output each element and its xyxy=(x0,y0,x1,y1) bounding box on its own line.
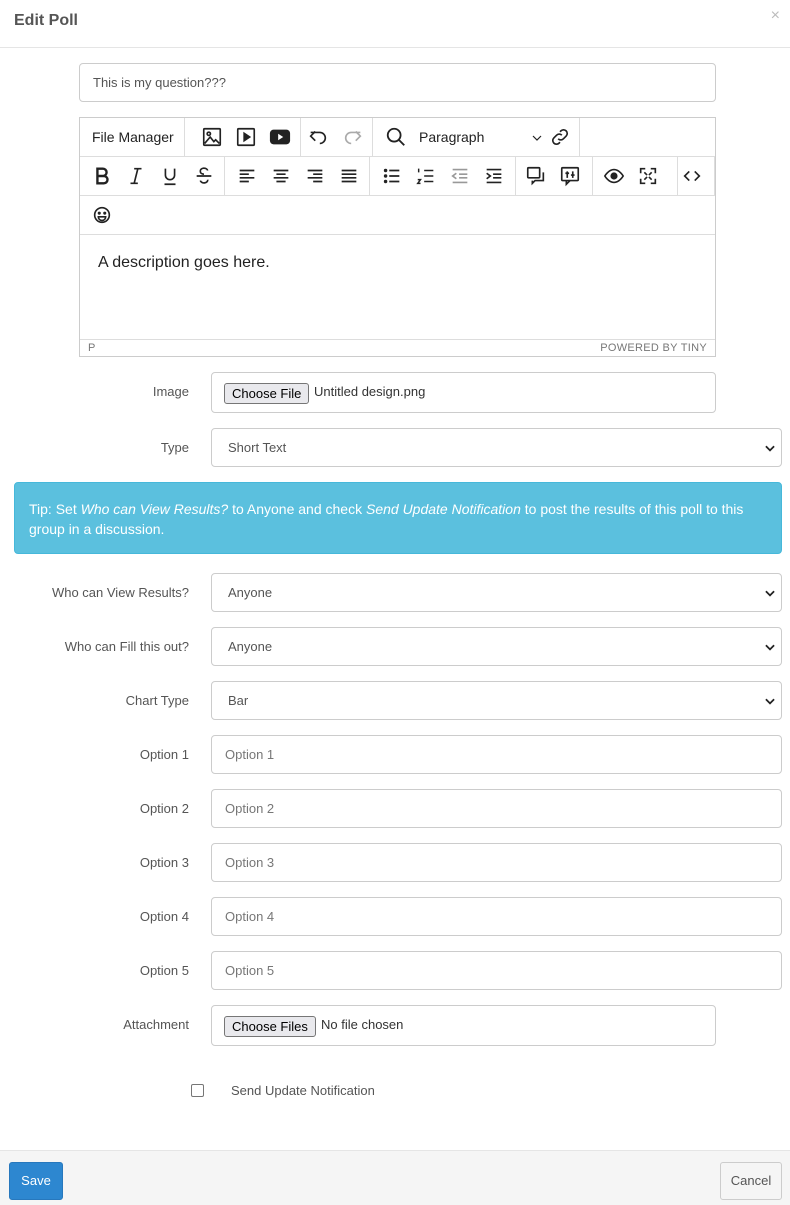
tip-prefix: Tip: Set xyxy=(29,501,81,517)
align-center-icon[interactable] xyxy=(266,162,296,190)
comment-icon[interactable] xyxy=(521,162,551,190)
option-4-label: Option 4 xyxy=(139,909,189,924)
option-1-placeholder: Option 1 xyxy=(225,747,275,762)
editor-content-text: A description goes here. xyxy=(98,254,270,271)
editor-content[interactable] xyxy=(80,235,715,339)
editor-toolbar-row-1 xyxy=(80,118,715,157)
chevron-down-icon xyxy=(763,640,777,657)
attachment-file-field[interactable] xyxy=(211,1005,716,1046)
choose-file-button[interactable]: Choose File xyxy=(224,383,309,404)
send-notification-checkbox[interactable] xyxy=(191,1084,204,1097)
history-group xyxy=(301,118,373,156)
media-group xyxy=(185,118,301,156)
type-select[interactable] xyxy=(211,428,782,467)
option-5-placeholder: Option 5 xyxy=(225,963,275,978)
cancel-button[interactable]: Cancel xyxy=(720,1162,782,1200)
align-group xyxy=(225,157,370,195)
view-group xyxy=(593,157,678,195)
undo-icon[interactable] xyxy=(303,123,333,151)
numbered-list-icon[interactable] xyxy=(411,162,441,190)
tip-em-notification: Send Update Notification xyxy=(365,501,521,517)
modal-footer xyxy=(0,1150,790,1205)
element-path[interactable]: P xyxy=(88,342,96,354)
option-3-input[interactable] xyxy=(211,843,782,882)
align-left-icon[interactable] xyxy=(232,162,262,190)
emoticon-icon[interactable] xyxy=(87,201,117,229)
fill-out-label: Who can Fill this out? xyxy=(64,639,189,654)
view-results-value: Anyone xyxy=(228,585,273,600)
image-icon[interactable] xyxy=(197,123,227,151)
option-2-input[interactable] xyxy=(211,789,782,828)
block-format-select[interactable]: Paragraph xyxy=(419,129,485,145)
type-select-value: Short Text xyxy=(228,440,287,455)
option-4-input[interactable] xyxy=(211,897,782,936)
media-icon[interactable] xyxy=(231,123,261,151)
text-style-group xyxy=(80,157,225,195)
comment-group xyxy=(516,157,593,195)
link-icon[interactable] xyxy=(545,123,575,151)
fullscreen-icon[interactable] xyxy=(633,162,663,190)
option-5-label: Option 5 xyxy=(139,963,189,978)
editor-toolbar-row-3 xyxy=(80,196,715,235)
editor-statusbar xyxy=(80,339,715,356)
view-results-label: Who can View Results? xyxy=(51,585,189,600)
image-file-field[interactable] xyxy=(211,372,716,413)
powered-by-link[interactable]: POWERED BY TINY xyxy=(600,342,707,354)
underline-icon[interactable] xyxy=(155,162,185,190)
option-2-placeholder: Option 2 xyxy=(225,801,275,816)
option-1-label: Option 1 xyxy=(139,747,189,762)
option-3-placeholder: Option 3 xyxy=(225,855,275,870)
option-4-placeholder: Option 4 xyxy=(225,909,275,924)
close-icon[interactable]: × xyxy=(770,7,780,24)
option-3-label: Option 3 xyxy=(139,855,189,870)
list-group xyxy=(370,157,516,195)
modal-title: Edit Poll xyxy=(14,12,78,29)
editor-toolbar-row-2 xyxy=(80,157,715,196)
fill-out-value: Anyone xyxy=(228,639,273,654)
save-button[interactable]: Save xyxy=(9,1162,63,1200)
link-group xyxy=(545,118,580,156)
chart-type-value: Bar xyxy=(228,693,249,708)
bullet-list-icon[interactable] xyxy=(377,162,407,190)
template-icon[interactable] xyxy=(555,162,585,190)
option-2-label: Option 2 xyxy=(139,801,189,816)
file-manager-button[interactable]: File Manager xyxy=(92,129,174,145)
align-right-icon[interactable] xyxy=(300,162,330,190)
tip-suffix: to post the results of this poll to this group in a discussion. xyxy=(29,501,744,537)
preview-eye-icon[interactable] xyxy=(599,162,629,190)
chevron-down-icon xyxy=(763,694,777,711)
tip-alert xyxy=(14,482,782,554)
redo-icon[interactable] xyxy=(338,123,368,151)
bold-icon[interactable] xyxy=(87,162,117,190)
indent-icon[interactable] xyxy=(479,162,509,190)
modal-header xyxy=(0,0,790,48)
image-label: Image xyxy=(152,384,189,399)
fill-out-select[interactable] xyxy=(211,627,782,666)
tip-mid: to Anyone and check xyxy=(228,501,366,517)
send-notification-label[interactable]: Send Update Notification xyxy=(231,1083,375,1098)
italic-icon[interactable] xyxy=(121,162,151,190)
search-icon[interactable] xyxy=(381,123,411,151)
attachment-label: Attachment xyxy=(123,1017,189,1032)
option-1-input[interactable] xyxy=(211,735,782,774)
question-input[interactable]: This is my question??? xyxy=(79,63,716,102)
option-5-input[interactable] xyxy=(211,951,782,990)
outdent-icon[interactable] xyxy=(445,162,475,190)
file-manager-group xyxy=(80,118,185,156)
attachment-file-name: No file chosen xyxy=(321,1017,404,1032)
tip-em-view-results: Who can View Results? xyxy=(80,501,229,517)
chevron-down-icon xyxy=(763,586,777,603)
rich-text-editor xyxy=(79,117,716,357)
view-results-select[interactable] xyxy=(211,573,782,612)
strikethrough-icon[interactable] xyxy=(189,162,219,190)
choose-files-button[interactable]: Choose Files xyxy=(224,1016,316,1037)
chart-type-label: Chart Type xyxy=(125,693,189,708)
code-icon[interactable] xyxy=(677,162,707,190)
youtube-icon[interactable] xyxy=(265,123,295,151)
type-label: Type xyxy=(160,440,189,455)
chart-type-select[interactable] xyxy=(211,681,782,720)
chevron-down-icon xyxy=(763,441,777,458)
align-justify-icon[interactable] xyxy=(334,162,364,190)
code-group xyxy=(678,157,715,195)
image-file-name: Untitled design.png xyxy=(314,384,426,399)
